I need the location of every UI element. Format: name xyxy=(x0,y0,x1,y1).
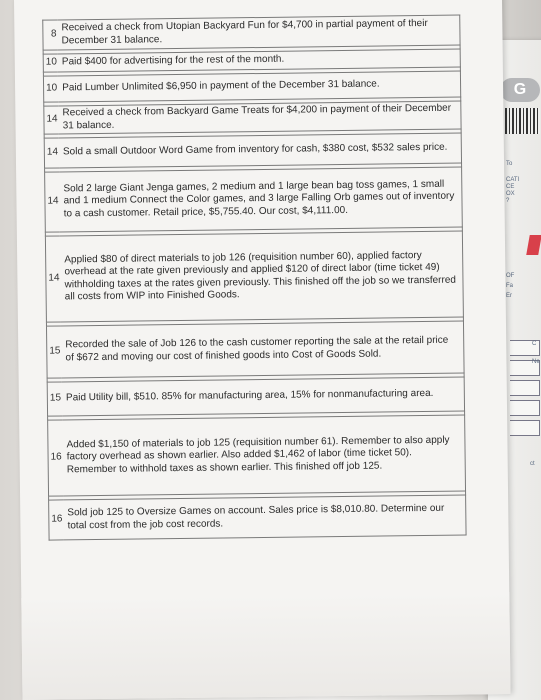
transactions-table xyxy=(42,15,466,541)
fragment-text: C xyxy=(532,341,537,347)
transaction-row xyxy=(49,495,466,540)
transaction-day: 14 xyxy=(44,138,59,168)
transaction-day: 14 xyxy=(45,236,61,322)
transaction-description: Sold 2 large Giant Jenga games, 2 medium and 1 large bean bag toss games, 1 small and 1 medium Connect the Color games, and 3 large Falling Orb games out of inventory to a cash customer. Retail price, $5,755.40. Our cost, $4,111.00. xyxy=(59,167,462,232)
transaction-description: Paid Utility bill, $510. 85% for manufacturing area, 15% for nonmanufacturing area. xyxy=(62,377,465,416)
fragment-text: Er xyxy=(506,293,512,299)
fragment-text: To xyxy=(506,161,513,167)
transaction-description: Received a check from Utopian Backyard Fun for $4,700 in partial payment of their December 31 balance. xyxy=(57,15,460,50)
transaction-row xyxy=(45,167,463,232)
transaction-description: Sold job 125 to Oversize Games on account. Sales price is $8,010.80. Determine our total cost from the job cost records. xyxy=(63,495,466,540)
fragment-text: Ne xyxy=(532,359,540,365)
red-mark xyxy=(526,235,541,255)
blank-page-area xyxy=(21,592,510,700)
barcode-graphic xyxy=(498,108,540,134)
transaction-description: Sold a small Outdoor Word Game from inventory for cash, $380 cost, $532 sales price. xyxy=(59,133,462,168)
transaction-row xyxy=(48,415,466,496)
transaction-day: 8 xyxy=(43,20,58,50)
fragment-text: OX xyxy=(506,191,515,197)
fragment-text: OF xyxy=(506,273,515,279)
transaction-day: 14 xyxy=(44,106,59,134)
fragment-text: ? xyxy=(506,198,510,204)
transaction-description: Paid $400 for advertising for the rest of the month. xyxy=(58,49,461,72)
transaction-day: 10 xyxy=(43,76,58,102)
transaction-description: Received a check from Backyard Game Treats for $4,200 in payment of their December 31 balance. xyxy=(58,101,461,134)
transaction-row xyxy=(47,377,464,416)
transaction-day: 15 xyxy=(47,382,62,416)
transaction-row xyxy=(46,321,464,378)
transaction-day: 15 xyxy=(46,326,61,378)
transaction-description: Paid Lumber Unlimited $6,950 in payment of the December 31 balance. xyxy=(58,71,461,102)
transaction-day: 14 xyxy=(45,172,60,232)
transaction-description: Applied $80 of direct materials to job 126 (requisition number 60), applied factory overhead at the rate given previously and applied $120 of direct labor (time ticket 49) withholding taxes at the rates given previously. This finished off the job so we transferred all costs from WIP into Finished Goods. xyxy=(60,231,463,322)
transaction-description: Recorded the sale of Job 126 to the cash customer reporting the sale at the retail price of $672 and moving our cost of finished goods into Cost of Goods Sold. xyxy=(61,321,464,378)
transaction-day: 16 xyxy=(48,420,64,496)
fragment-text: Fa xyxy=(506,283,514,289)
fragment-text: ct xyxy=(530,461,535,467)
fragment-text: CE xyxy=(506,184,515,190)
partial-logo: G xyxy=(500,78,540,102)
transaction-day: 10 xyxy=(43,54,58,72)
transaction-description: Added $1,150 of materials to job 125 (requisition number 61). Remember to also apply factory overhead as shown earlier. Also added $1,462 of labor (time ticket 50). Remember to withhold taxes as shown earlier. This finished off job 125. xyxy=(62,415,465,496)
checkbox-stack xyxy=(510,340,540,440)
transaction-row xyxy=(45,231,463,322)
transaction-day: 16 xyxy=(49,500,64,540)
fragment-text: CATI xyxy=(506,177,520,183)
